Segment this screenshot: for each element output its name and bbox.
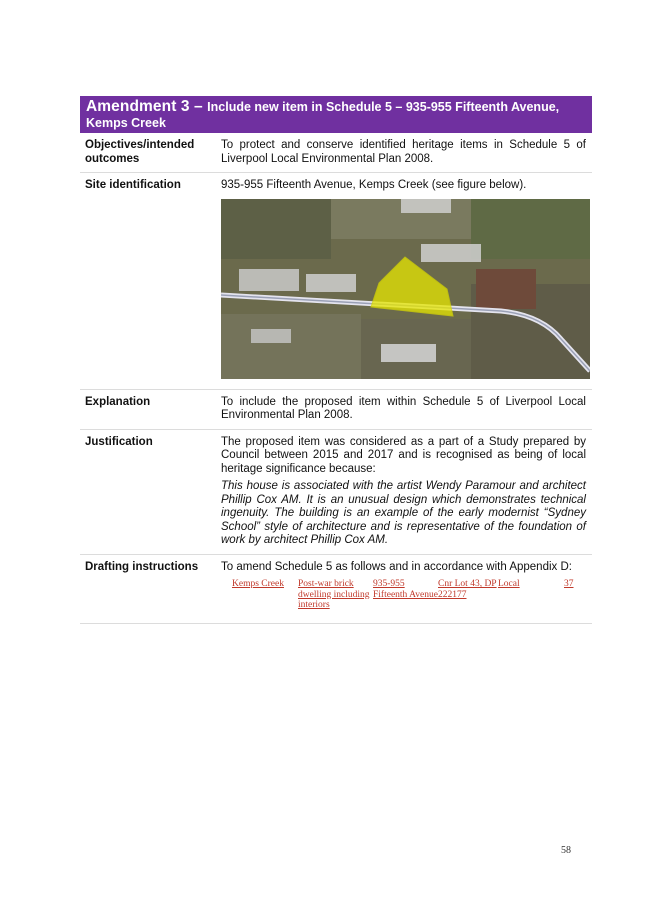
schedule-suburb: Kemps Creek <box>232 579 284 589</box>
map-greenhouses <box>421 244 481 262</box>
justification-text: The proposed item was considered as a part of a Study prepared by Council between 2015 and 2017 and is recognised as being of local heritage significance because: <box>221 435 586 475</box>
amendment-title-rest: Include new item in Schedule 5 – 935-955 Fifteenth Avenue, Kemps Creek <box>86 100 560 130</box>
justification-quote: This house is associated with the artist Wendy Paramour and architect Phillip Cox AM. It is an unusual design which demonstrates technical ingenuity. The building is an example of the early modernist “Sydney School” style of architecture and is representative of the foundation of work by architect Phillip Cox AM. <box>221 480 586 546</box>
map-greenhouses <box>401 199 451 213</box>
row-content <box>216 555 592 617</box>
map-greenhouses <box>381 344 436 362</box>
amendment-header <box>80 96 592 133</box>
schedule-row <box>232 579 586 611</box>
schedule-property: Cnr Lot 43, DP 222177 <box>438 579 497 600</box>
row-label: Drafting instructions <box>85 560 199 573</box>
row-drafting-instructions <box>80 555 592 624</box>
row-content <box>216 430 592 554</box>
map-field <box>221 314 361 379</box>
map-greenhouses <box>251 329 291 343</box>
map-field <box>471 199 590 259</box>
site-text: 935-955 Fifteenth Avenue, Kemps Creek (see figure below). <box>221 179 527 191</box>
row-label: Site identification <box>85 179 181 191</box>
schedule-item: Post-war brick dwelling including interiors <box>298 579 370 610</box>
map-field-brown <box>476 269 536 309</box>
explanation-text: To include the proposed item within Schedule 5 of Liverpool Local Environmental Plan 2008. <box>221 395 586 421</box>
row-content <box>216 390 592 429</box>
page-number: 58 <box>561 845 571 856</box>
row-content <box>216 173 596 389</box>
map-greenhouses <box>306 274 356 292</box>
map-field <box>221 199 331 259</box>
amendment-title-main: Amendment 3 – <box>86 98 203 115</box>
row-objectives <box>80 133 592 173</box>
schedule-item-no: 37 <box>564 579 574 589</box>
row-justification <box>80 430 592 555</box>
row-label: Explanation <box>85 395 151 408</box>
drafting-text: To amend Schedule 5 as follows and in accordance with Appendix D: <box>221 560 572 573</box>
schedule-significance: Local <box>498 579 520 589</box>
schedule-address: 935-955 Fifteenth Avenue <box>373 579 438 600</box>
row-content <box>216 133 592 172</box>
map-greenhouses <box>239 269 299 291</box>
aerial-site-map <box>221 199 590 379</box>
row-label: Objectives/intended outcomes <box>85 139 195 165</box>
row-explanation <box>80 390 592 430</box>
amendment-table <box>80 96 592 624</box>
row-label: Justification <box>85 435 153 448</box>
objectives-text: To protect and conserve identified heritage items in Schedule 5 of Liverpool Local Environmental Plan 2008. <box>221 139 586 165</box>
row-site-identification <box>80 173 592 390</box>
